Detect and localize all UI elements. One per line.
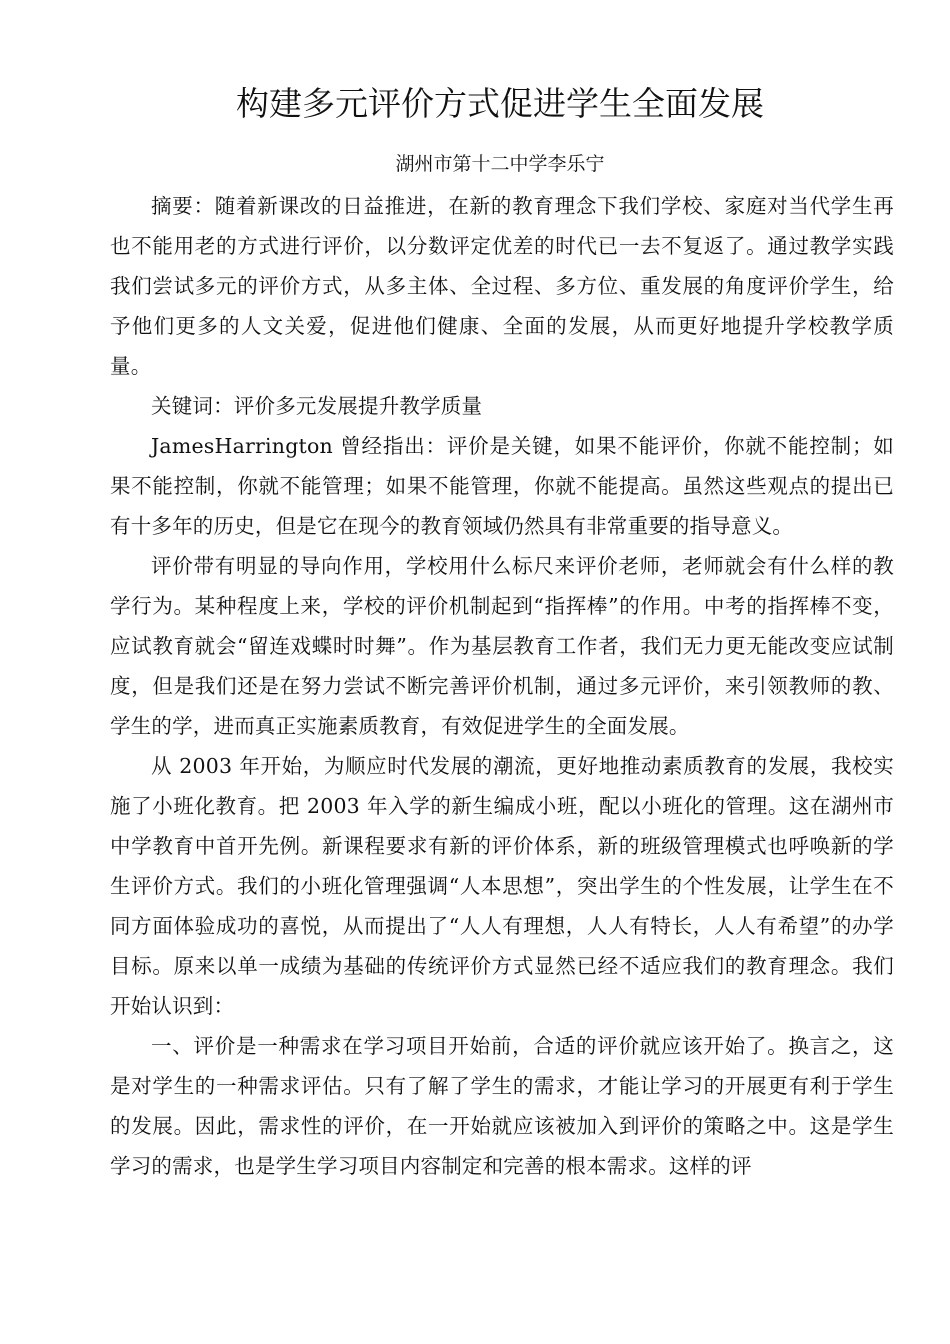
- author-line: 湖州市第十二中学李乐宁: [395, 153, 605, 175]
- abstract-paragraph: 摘要：随着新课改的日益推进，在新的教育理念下我们学校、家庭对当代学生再也不能用老的方式进行评价，以分数评定优差的时代已一去不复返了。通过教学实践我们尝试多元的评价方式，从多主体、全过程、多方位、重发展的角度评价学生，给予他们更多的人文关爱，促进他们健康、全面的发展，从而更好地提升学校教学质量。: [110, 194, 894, 378]
- body-paragraph: 评价带有明显的导向作用，学校用什么标尺来评价老师，老师就会有什么样的教学行为。某种程度上来，学校的评价机制起到“指挥棒”的作用。中考的指挥棒不变，应试教育就会“留连戏蝶时时舞”。作为基层教育工作者，我们无力更无能改变应试制度，但是我们还是在努力尝试不断完善评价机制，通过多元评价，来引领教师的教、学生的学，进而真正实施素质教育，有效促进学生的全面发展。: [110, 554, 894, 738]
- document-body: [110, 186, 894, 1186]
- body-paragraph: 从 2003 年开始，为顺应时代发展的潮流，更好地推动素质教育的发展，我校实施了小班化教育。把 2003 年入学的新生编成小班，配以小班化的管理。这在湖州市中学教育中首开先例。新课程要求有新的评价体系，新的班级管理模式也呼唤新的学生评价方式。我们的小班化管理强调“人本思想”，突出学生的个性发展，让学生在不同方面体验成功的喜悦，从而提出了“人人有理想，人人有特长，人人有希望”的办学目标。原来以单一成绩为基础的传统评价方式显然已经不适应我们的教育理念。我们开始认识到：: [110, 754, 894, 1018]
- body-paragraph: 一、评价是一种需求在学习项目开始前，合适的评价就应该开始了。换言之，这是对学生的一种需求评估。只有了解了学生的需求，才能让学习的开展更有利于学生的发展。因此，需求性的评价，在一开始就应该被加入到评价的策略之中。这是学生学习的需求，也是学生学习项目内容制定和完善的根本需求。这样的评: [110, 1034, 894, 1178]
- keywords-paragraph: 关键词：评价多元发展提升教学质量: [151, 394, 483, 418]
- document-title: 构建多元评价方式促进学生全面发展: [236, 84, 764, 123]
- body-paragraph: JamesHarrington 曾经指出：评价是关键，如果不能评价，你就不能控制；如果不能控制，你就不能管理；如果不能管理，你就不能提高。虽然这些观点的提出已有十多年的历史，但是它在现今的教育领域仍然具有非常重要的指导意义。: [110, 434, 894, 538]
